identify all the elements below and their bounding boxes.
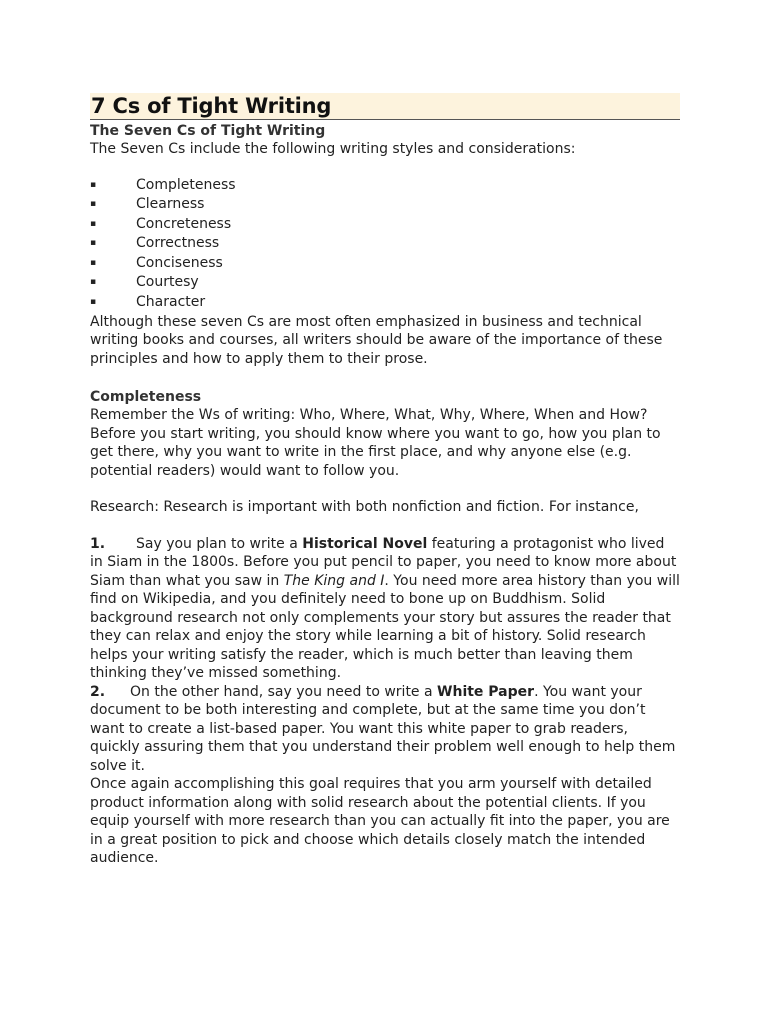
research-paragraph: Research: Research is important with both nonfiction and fiction. For instance, <box>90 499 639 516</box>
bullet-icon: ▪ <box>90 257 97 268</box>
subtitle: The Seven Cs of Tight Writing <box>90 123 326 139</box>
numbered-item-1: 1. Say you plan to write a Historical Novel featuring a protagonist who lived in Siam in the 1800s. Before you put pencil to paper, you need to know more about Siam than what you saw in The King and I. You need more area history than you will find on Wikipedia, and you definitely need to bone up on Buddhism. Solid background research not only complements your story but assures the reader that they can relax and enjoy the story while learning a bit of history. Solid research helps your writing satisfy the reader, which is much better than leaving them thinking they’ve missed something. <box>90 535 680 682</box>
list-item: ▪ Character <box>90 293 680 313</box>
after-list-paragraph: Although these seven Cs are most often emphasized in business and technical writing books and courses, all writers should be aware of the importance of these principles and how to apply them to their prose. <box>90 313 663 367</box>
bullet-icon: ▪ <box>90 277 97 288</box>
list-item: ▪ Courtesy <box>90 273 680 293</box>
intro-paragraph: The Seven Cs include the following writing styles and considerations: <box>90 141 576 157</box>
item-number: 2. <box>90 683 106 700</box>
closing-paragraph: Once again accomplishing this goal requires that you arm yourself with detailed product information along with solid research about the potential clients. If you equip yourself with more research than you can actually fit into the paper, you are in a great position to pick and choose which details closely match the intended audience. <box>90 776 670 867</box>
list-item: ▪ Completeness <box>90 176 680 196</box>
title-bar <box>90 93 680 120</box>
completeness-paragraph: Remember the Ws of writing: Who, Where, What, Why, Where, When and How? Before you start writing, you should know where you want to go, how you plan to get there, why you want to write in the first place, and why anyone else (e.g. potential readers) would want to follow you. <box>90 407 661 479</box>
section-heading-completeness: Completeness <box>90 389 202 406</box>
list-item: ▪ Concreteness <box>90 215 680 235</box>
bullet-icon: ▪ <box>90 179 97 190</box>
numbered-item-2: 2. On the other hand, say you need to write a White Paper. You want your document to be both interesting and complete, but at the same time you don’t want to create a list-based paper. You want this white paper to grab readers, quickly assuring them that you understand their problem well enough to help them solve it. <box>90 683 676 774</box>
bullet-icon: ▪ <box>90 297 97 308</box>
emphasis-historical-novel: Historical Novel <box>302 535 428 552</box>
item-number: 1. <box>90 535 106 552</box>
bullet-icon: ▪ <box>90 199 97 210</box>
list-item: ▪ Correctness <box>90 234 680 254</box>
emphasis-king-and-i: The King and I <box>283 572 385 589</box>
emphasis-white-paper: White Paper <box>437 683 535 700</box>
bullet-icon: ▪ <box>90 218 97 229</box>
bullet-icon: ▪ <box>90 238 97 249</box>
seven-cs-list <box>90 176 680 313</box>
document-page <box>90 93 680 868</box>
page-title: 7 Cs of Tight Writing <box>91 94 332 118</box>
list-item: ▪ Conciseness <box>90 254 680 274</box>
list-item: ▪ Clearness <box>90 195 680 215</box>
